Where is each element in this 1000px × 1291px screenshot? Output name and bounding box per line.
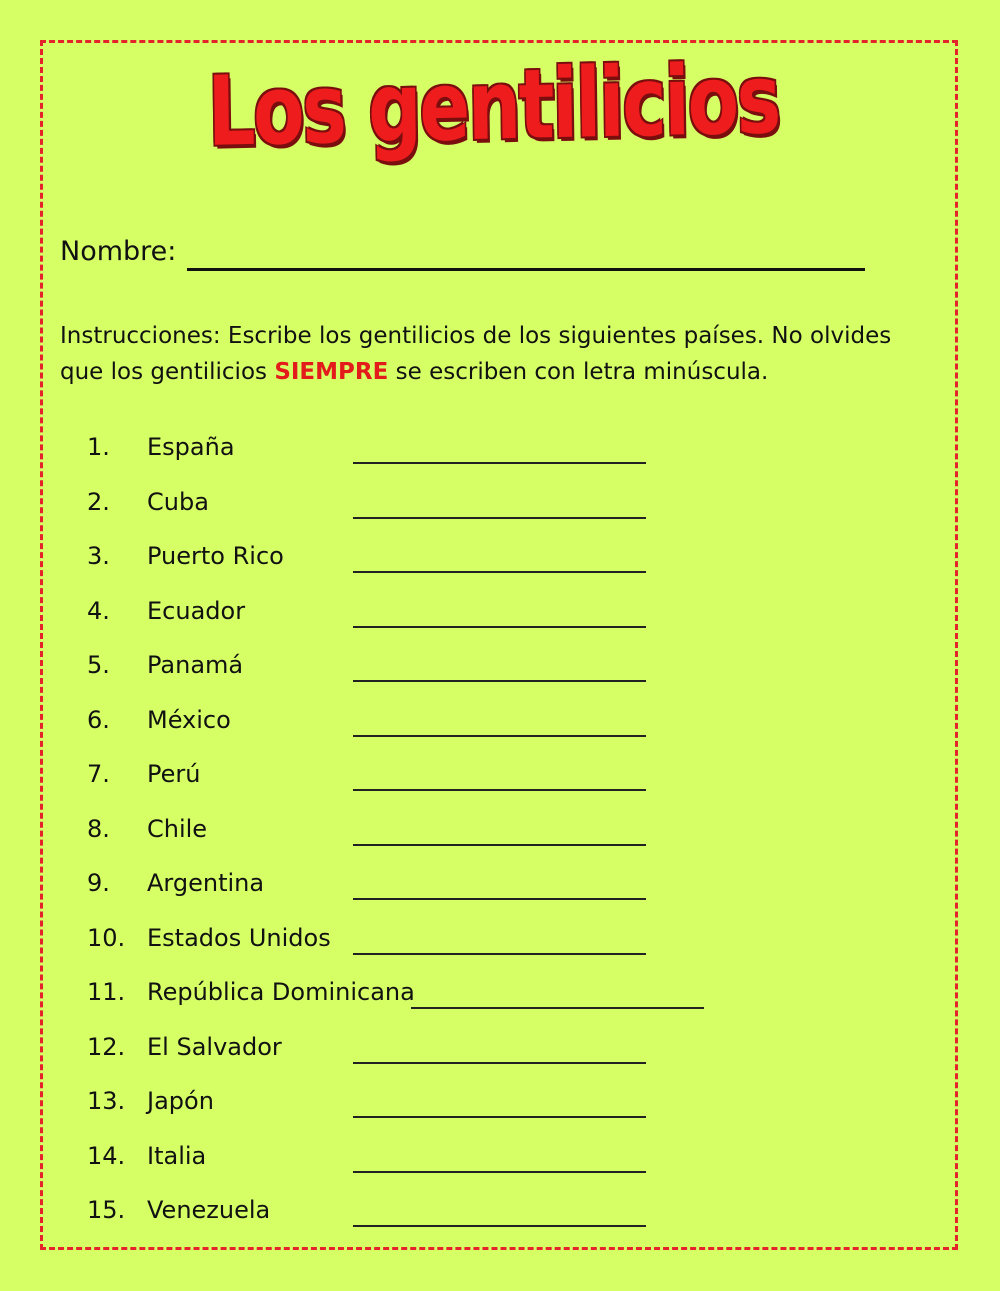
instructions-before: Instrucciones: Escribe los gentilicios de los siguientes países. No olvides que los gentilicios <box>60 323 892 385</box>
item-number: 3. <box>87 542 110 570</box>
item-country: Puerto Rico <box>147 542 284 570</box>
page-title: Los gentilicios <box>206 43 780 168</box>
item-number: 14. <box>87 1141 126 1170</box>
country-list <box>0 426 1000 1244</box>
list-item <box>0 481 1000 536</box>
item-number: 5. <box>87 651 110 679</box>
name-label: Nombre: <box>60 236 177 267</box>
item-number: 6. <box>87 705 110 734</box>
answer-blank[interactable] <box>353 789 646 791</box>
instructions-after: se escriben con letra minúscula. <box>388 359 769 385</box>
item-country: México <box>147 705 231 734</box>
name-answer-line[interactable] <box>187 268 865 271</box>
list-item <box>0 862 1000 917</box>
item-number: 8. <box>87 814 110 843</box>
answer-blank[interactable] <box>353 953 646 955</box>
item-number: 10. <box>87 923 126 952</box>
item-number: 7. <box>87 760 110 788</box>
item-country: España <box>147 433 235 461</box>
list-item <box>0 1080 1000 1135</box>
answer-blank[interactable] <box>353 1225 646 1227</box>
list-item <box>0 426 1000 481</box>
item-number: 1. <box>87 433 110 461</box>
item-country: Venezuela <box>147 1196 271 1224</box>
list-item <box>0 1189 1000 1244</box>
instructions-emphasis: SIEMPRE <box>274 359 389 385</box>
list-item <box>0 535 1000 590</box>
item-country: Cuba <box>147 487 209 516</box>
answer-blank[interactable] <box>353 1062 646 1064</box>
item-number: 9. <box>87 869 110 897</box>
list-item <box>0 644 1000 699</box>
item-number: 13. <box>87 1087 126 1115</box>
answer-blank[interactable] <box>353 517 646 519</box>
answer-blank[interactable] <box>353 1116 646 1118</box>
item-country: Estados Unidos <box>147 923 331 952</box>
item-country: Italia <box>147 1141 207 1170</box>
list-item <box>0 917 1000 972</box>
list-item <box>0 1135 1000 1190</box>
item-country: Argentina <box>147 869 265 897</box>
list-item <box>0 808 1000 863</box>
item-number: 2. <box>87 487 110 516</box>
item-country: Perú <box>147 760 201 788</box>
item-country: Panamá <box>147 651 244 679</box>
item-country: Japón <box>147 1087 214 1115</box>
item-country: Chile <box>147 814 208 843</box>
answer-blank[interactable] <box>353 626 646 628</box>
answer-blank[interactable] <box>353 680 646 682</box>
answer-blank[interactable] <box>353 735 646 737</box>
item-country: República Dominicana <box>147 978 415 1006</box>
item-number: 15. <box>87 1196 126 1224</box>
list-item <box>0 1026 1000 1081</box>
item-number: 4. <box>87 596 110 625</box>
answer-blank[interactable] <box>353 844 646 846</box>
list-item <box>0 971 1000 1026</box>
answer-blank[interactable] <box>353 571 646 573</box>
item-number: 11. <box>87 978 126 1006</box>
item-country: Ecuador <box>147 596 246 625</box>
list-item <box>0 753 1000 808</box>
item-number: 12. <box>87 1032 126 1061</box>
list-item <box>0 590 1000 645</box>
answer-blank[interactable] <box>353 1171 646 1173</box>
answer-blank[interactable] <box>353 462 646 464</box>
item-country: El Salvador <box>147 1032 282 1061</box>
instructions-text <box>60 318 940 390</box>
answer-blank[interactable] <box>411 1007 704 1009</box>
answer-blank[interactable] <box>353 898 646 900</box>
list-item <box>0 699 1000 754</box>
